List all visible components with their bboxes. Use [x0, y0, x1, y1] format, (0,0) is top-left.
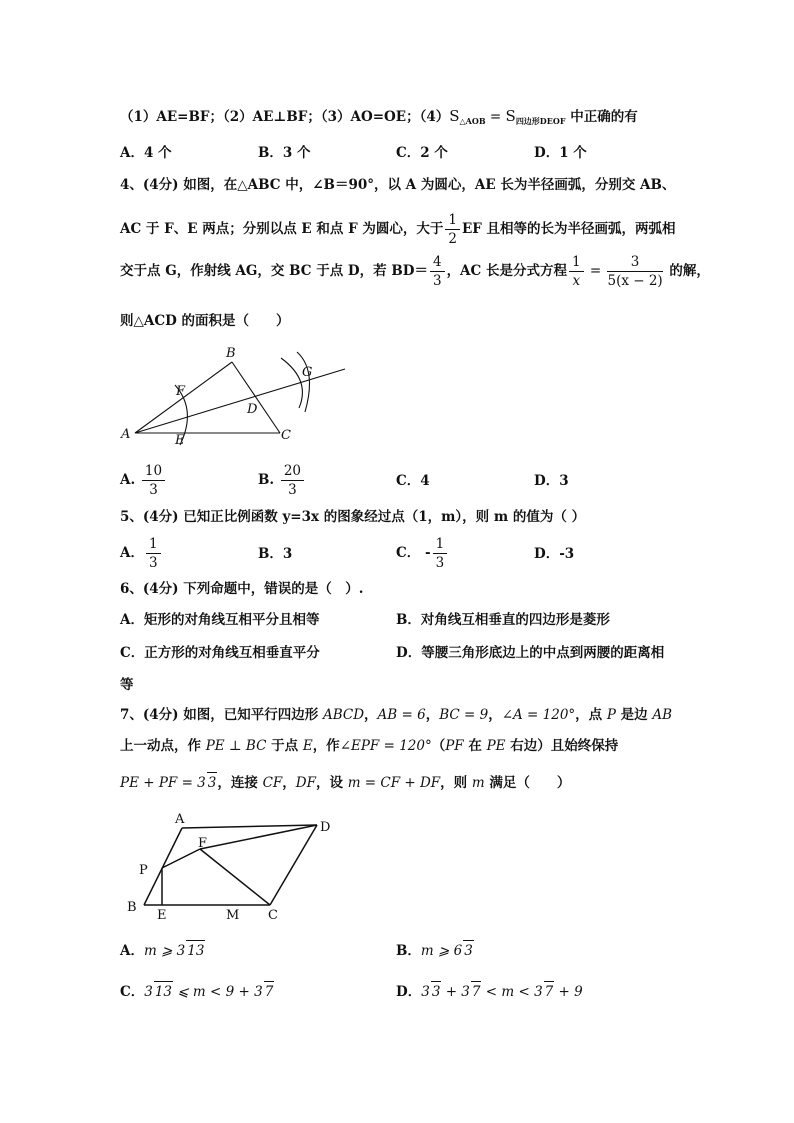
text-fragment: ，作 [312, 738, 340, 754]
text-fragment: ，连接 [217, 775, 263, 791]
text-fragment: ∠EPF = 120° [339, 738, 432, 754]
q4-label-a: A [121, 427, 131, 442]
text-fragment: 13 [154, 981, 173, 1002]
q3-stmt-2: （2）AE⊥BF； [222, 109, 321, 125]
text-fragment: PF [445, 738, 464, 754]
q5-line: 5、(4分) 已知正比例函数 y=3x 的图象经过点（1，m），则 m 的值为（ ） [120, 509, 586, 525]
q7-side-dc [270, 825, 317, 905]
q5-option-b: B．3 [258, 546, 293, 562]
q3-area-sub1: △AOB [459, 116, 486, 126]
q7-seg-fc [200, 849, 270, 905]
text-fragment: 13 [186, 940, 205, 961]
text-fragment: + 3 [441, 984, 470, 1000]
q4-option-b [258, 460, 306, 500]
text-fragment: E [302, 738, 313, 754]
q3-statements [120, 106, 638, 131]
q4-line-2-post: EF 且相等的长为半径画弧，两弧相 [461, 221, 676, 237]
q4-option-d: D．3 [534, 473, 569, 489]
q4-line-3-pre: 交于点 G，作射线 AG，交 BC 于点 D，若 BD＝ [120, 263, 428, 279]
text-fragment: PE [486, 738, 506, 754]
text-fragment: ， [282, 775, 296, 791]
q6-option-c: C．正方形的对角线互相垂直平分 [120, 645, 320, 661]
text-fragment: AB [652, 707, 673, 723]
q4-line-2-pre: AC 于 F、E 两点；分别以点 E 和点 F 为圆心，大于 [120, 221, 444, 237]
text-fragment: 是边 [615, 707, 653, 723]
text-fragment: 3 [144, 984, 153, 1000]
q4-half-den: 2 [448, 231, 457, 247]
text-fragment: 3 [421, 984, 430, 1000]
q7-label-p: P [139, 863, 148, 878]
q5-option-c [396, 533, 449, 573]
text-fragment: 3 [431, 981, 442, 1002]
q4-opt-b-num: 20 [281, 462, 304, 481]
text-fragment: ∠A = 120° [501, 707, 576, 723]
q4-opt-a-den: 3 [149, 482, 158, 498]
text-fragment: D． [396, 984, 422, 1000]
q5-opt-c-fraction [433, 535, 448, 572]
q7-label-b: B [127, 900, 137, 915]
q6-option-d-cont: 等 [120, 677, 134, 693]
q4-line-3-mid: ，AC 长是分式方程 [446, 263, 567, 279]
q7-option-b [396, 940, 474, 961]
text-fragment: 7 [471, 981, 482, 1002]
q3-stmt-3: （3）AO=OE； [320, 109, 420, 125]
q3-option-d: D．1 个 [534, 145, 587, 161]
text-fragment: 7 [544, 981, 555, 1002]
q3-area-sub2: 四边形DEOF [515, 116, 566, 126]
text-fragment: 在 [463, 738, 487, 754]
q4-line-3-post: 的解， [664, 263, 710, 279]
text-fragment: P [606, 707, 616, 723]
q4-line-2 [120, 209, 676, 249]
text-fragment: AB = 6 [377, 707, 426, 723]
q3-option-c: C．2 个 [396, 145, 448, 161]
q5-opt-c-label: C． - [396, 545, 431, 561]
text-fragment: BC = 9 [439, 707, 489, 723]
text-fragment: PE + PF = 3 [120, 775, 206, 791]
q5-opt-a-num: 1 [146, 535, 161, 554]
q4-eq-left-num: 1 [569, 253, 584, 272]
q4-half-fraction [445, 211, 460, 248]
q4-eq-right-num: 3 [607, 253, 662, 272]
q7-label-d: D [320, 820, 331, 835]
q4-opt-b-label: B. [258, 472, 275, 488]
q4-eq-right [607, 253, 662, 290]
q4-bd-num: 4 [430, 253, 445, 272]
q7-side-ad [182, 825, 317, 828]
text-fragment: B． [396, 943, 421, 959]
q7-option-c [120, 981, 274, 1002]
text-fragment: C． [120, 984, 145, 1000]
text-fragment: 满足（ ） [484, 775, 571, 791]
q7-seg-fd [200, 825, 317, 849]
q4-half-num: 1 [445, 211, 460, 230]
q7-option-d [396, 981, 583, 1002]
q4-option-a [120, 460, 167, 500]
q4-opt-a-num: 10 [142, 462, 165, 481]
text-fragment: CF [262, 775, 283, 791]
q5-opt-a-den: 3 [148, 555, 158, 571]
q4-figure [115, 340, 355, 455]
text-fragment: ，设 [315, 775, 348, 791]
q4-label-e: E [175, 433, 185, 448]
q4-line-4: 则△ACD 的面积是（ ） [120, 313, 290, 329]
q4-eq-left [569, 253, 584, 290]
q7-line-3 [120, 772, 570, 793]
q7-figure [120, 808, 350, 923]
text-fragment: ，则 [440, 775, 472, 791]
text-fragment: m = CF + DF [347, 775, 441, 791]
q4-label-c: C [281, 428, 291, 443]
q4-label-b: B [226, 346, 236, 361]
text-fragment: 右边）且始终保持 [505, 738, 619, 754]
q3-area-symbol: S [449, 107, 460, 125]
text-fragment: 上一动点，作 [120, 738, 206, 754]
text-fragment: A． [120, 943, 144, 959]
text-fragment: 3 [463, 940, 474, 961]
q4-label-d: D [247, 402, 258, 417]
q7-label-a: A [175, 812, 185, 827]
text-fragment: ，点 [575, 707, 607, 723]
q4-option-c: C．4 [396, 473, 430, 489]
q4-eq-right-den: 5(x − 2) [607, 273, 663, 289]
text-fragment: （ [431, 738, 446, 754]
q4-line-3 [120, 251, 710, 291]
q4-opt-a-fraction [142, 462, 165, 499]
q3-option-b: B．3 个 [258, 145, 311, 161]
text-fragment: m [471, 775, 485, 791]
q4-opt-a-label: A. [120, 472, 136, 488]
q3-option-a: A．4 个 [120, 145, 172, 161]
q7-line-2 [120, 736, 618, 756]
q4-opt-b-den: 3 [288, 482, 297, 498]
q4-line-1: 4、(4分) 如图，在△ABC 中，∠B＝90°，以 A 为圆心，AE 长为半径画弧，分别交 AB、 [120, 177, 676, 193]
q5-opt-a-label: A． [120, 545, 144, 561]
q7-line-1 [120, 705, 672, 725]
text-fragment: m ⩾ 6 [420, 943, 463, 959]
q7-option-a [120, 940, 205, 961]
q4-ray-ag [135, 369, 345, 433]
q5-opt-c-num: 1 [433, 535, 448, 554]
q4-opt-b-fraction [281, 462, 304, 499]
q3-stmt-4: （4） [419, 109, 450, 125]
q5-option-a [120, 533, 163, 573]
q4-eq-left-den: x [572, 273, 581, 289]
text-fragment: < m < 3 [481, 984, 543, 1000]
q4-label-f: F [176, 384, 186, 399]
q6-option-d: D．等腰三角形底边上的中点到两腰的距离相 [396, 645, 665, 661]
q6-option-a: A．矩形的对角线互相平分且相等 [120, 612, 320, 628]
q4-label-g: G [302, 365, 313, 380]
q7-label-c: C [268, 908, 278, 923]
q5-opt-c-den: 3 [435, 555, 445, 571]
text-fragment: ⩽ m < 9 + 3 [173, 984, 263, 1000]
text-fragment: 7 [264, 981, 275, 1002]
q4-side-bc [232, 362, 280, 433]
text-fragment: DF [295, 775, 316, 791]
q3-tail: 中正确的有 [565, 109, 638, 125]
q7-label-f: F [198, 836, 208, 851]
text-fragment: + 9 [554, 984, 583, 1000]
text-fragment: 7、(4分) 如图，已知平行四边形 [120, 707, 323, 723]
text-fragment: 于点 [266, 738, 303, 754]
text-fragment: ， [488, 707, 502, 723]
text-fragment: m ⩾ 3 [143, 943, 186, 959]
q4-bd-den: 3 [432, 273, 442, 289]
q7-label-e: E [157, 908, 167, 923]
q5-option-d: D．-3 [534, 546, 575, 562]
q7-side-ab [144, 828, 182, 905]
text-fragment: ， [425, 707, 440, 723]
text-fragment: PE ⊥ BC [205, 738, 267, 754]
q6-line: 6、(4分) 下列命题中，错误的是（ ）. [120, 581, 364, 597]
q3-eq: = [485, 109, 506, 125]
text-fragment: 3 [207, 772, 218, 793]
q4-eq-sign: = [585, 263, 606, 279]
q3-stmt-1: （1）AE=BF； [120, 109, 223, 125]
text-fragment: ， [364, 707, 378, 723]
q4-bd-fraction [430, 253, 445, 290]
q3-area-symbol-2: S [505, 107, 516, 125]
q5-opt-a-fraction [146, 535, 161, 572]
q6-option-b: B．对角线互相垂直的四边形是菱形 [396, 612, 610, 628]
text-fragment: ABCD [322, 707, 365, 723]
q7-label-m: M [226, 908, 240, 923]
